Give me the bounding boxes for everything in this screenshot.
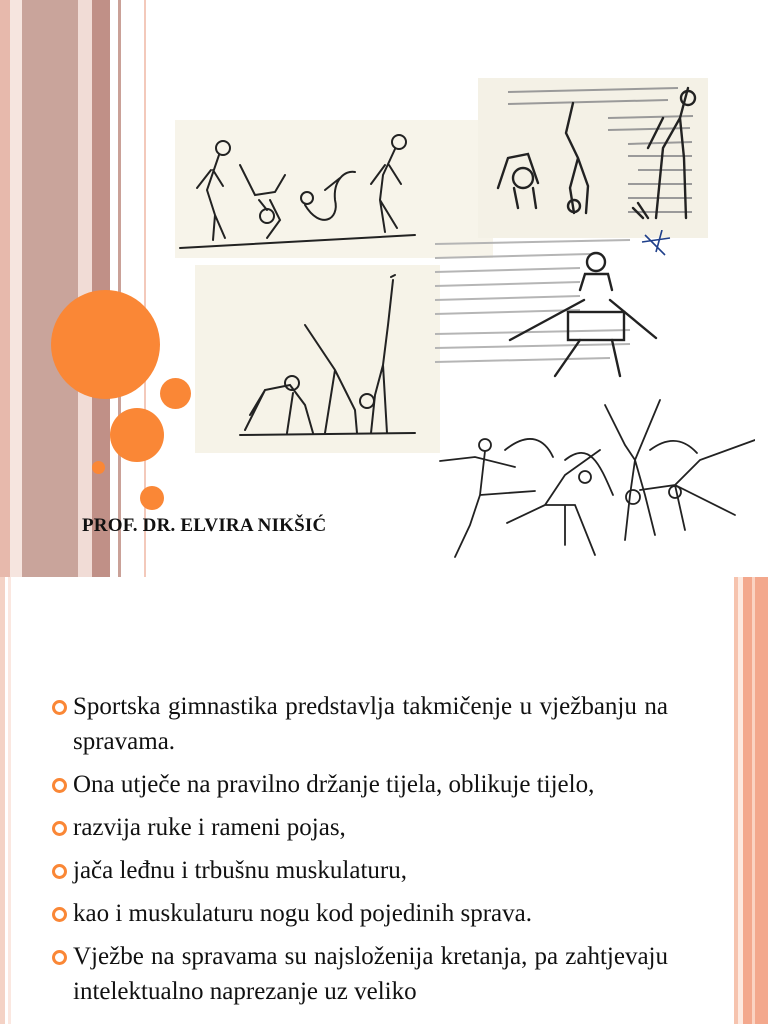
list-item — [50, 767, 668, 802]
list-item — [50, 810, 668, 845]
list-item-text: jača leđnu i trbušnu muskulaturu, — [73, 857, 407, 884]
cartwheel-image — [195, 265, 440, 453]
decor-stripe — [743, 577, 768, 1024]
decor-circle-large — [51, 290, 160, 399]
list-item — [50, 853, 668, 888]
handstand-steps-image — [435, 395, 755, 565]
bullet-ring-icon — [52, 950, 67, 965]
list-item — [50, 689, 668, 759]
handstand-steps-drawing — [435, 395, 755, 565]
bullet-ring-icon — [52, 821, 67, 836]
list-item-text: Vježbe na spravama su najsloženija kretanja, pa zahtjevaju intelektualno naprezanje uz veliko — [73, 943, 668, 1005]
list-item-text: razvija ruke i rameni pojas, — [73, 814, 346, 841]
decor-stripe — [0, 577, 5, 1024]
bullet-list — [50, 689, 668, 1017]
decor-stripe — [118, 0, 121, 577]
decor-circle-small — [140, 486, 164, 510]
decor-stripe — [752, 577, 755, 1024]
pommel-horse-drawing — [430, 230, 700, 380]
list-item-text: kao i muskulaturu nogu kod pojedinih sprava. — [73, 900, 532, 927]
handstand-sequence-drawing — [478, 78, 708, 238]
pommel-horse-image — [430, 230, 700, 380]
decor-stripe — [92, 0, 110, 577]
bullet-ring-icon — [52, 864, 67, 879]
list-item-text: Ona utječe na pravilno držanje tijela, oblikuje tijelo, — [73, 771, 595, 798]
decor-stripe — [10, 0, 22, 577]
content-slide — [0, 577, 768, 1024]
decor-stripe — [110, 0, 118, 577]
list-item-text: Sportska gimnastika predstavlja takmičenje u vježbanju na spravama. — [73, 693, 668, 755]
bullet-ring-icon — [52, 907, 67, 922]
author-name: PROF. DR. ELVIRA NIKŠIĆ — [82, 515, 327, 536]
decor-stripe — [8, 577, 11, 1024]
decor-stripe — [22, 0, 78, 577]
decor-circle-small — [160, 378, 191, 409]
decor-circle-tiny — [92, 461, 105, 474]
decor-circle-medium — [110, 408, 164, 462]
handstand-image — [478, 78, 708, 238]
bullet-ring-icon — [52, 700, 67, 715]
cartwheel-sequence-drawing — [195, 265, 440, 453]
list-item — [50, 939, 668, 1009]
list-item — [50, 896, 668, 931]
decor-stripe — [78, 0, 92, 577]
decor-stripe — [0, 0, 10, 577]
bullet-ring-icon — [52, 778, 67, 793]
